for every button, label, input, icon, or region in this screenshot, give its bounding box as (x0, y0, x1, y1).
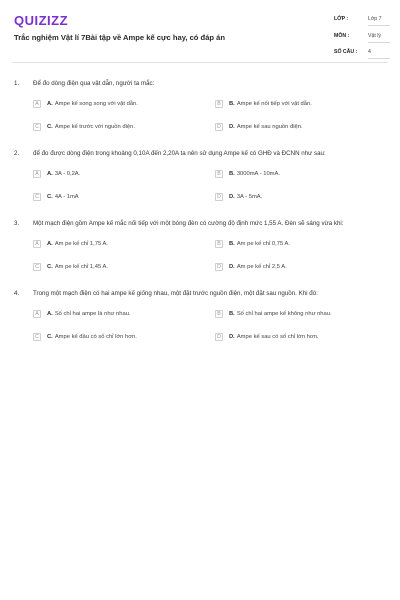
option-letter: D. (229, 194, 235, 200)
option-text: Ampe kế sau có số chỉ lớn hơn. (236, 334, 319, 340)
option-text: Am pe kế chỉ 1,75 A. (54, 241, 108, 247)
answer-option-b[interactable] (215, 239, 290, 249)
option-text: Ampe kế đầu có số chỉ lớn hơn. (54, 334, 137, 340)
option-box: B (215, 310, 223, 318)
worksheet-meta (334, 15, 390, 65)
meta-label: LỚP : (334, 16, 349, 22)
option-text: Ampe kế sau nguồn điện. (236, 124, 303, 130)
option-box: A (33, 240, 41, 248)
option-letter: C. (47, 264, 53, 270)
option-box: C (33, 263, 41, 271)
option-box: B (215, 100, 223, 108)
option-letter: A. (47, 101, 53, 107)
answer-option-d[interactable] (215, 122, 303, 132)
option-text: 3A - 0,2A. (54, 171, 81, 177)
question-text: để đo được dòng điện trong khoảng 0,10A đến 2,20A ta nên sử dụng Ampe kế có GHĐ và ĐCNN như sau: (33, 150, 326, 157)
answer-option-a[interactable] (33, 99, 138, 109)
answer-option-c[interactable] (33, 332, 137, 342)
meta-value: 4 (368, 48, 390, 59)
option-letter: A. (47, 171, 53, 177)
option-box: A (33, 100, 41, 108)
option-text: Ampe kế nối tiếp với vật dẫn. (236, 101, 312, 107)
answer-option-d[interactable] (215, 332, 319, 342)
answer-option-c[interactable] (33, 192, 79, 202)
option-letter: C. (47, 334, 53, 340)
option-text: 3A - 5mA. (236, 194, 263, 200)
question-number: 4. (14, 290, 20, 297)
meta-row-subject (334, 32, 390, 49)
option-box: D (215, 333, 223, 341)
option-letter: B. (229, 101, 235, 107)
option-box: D (215, 123, 223, 131)
answer-option-b[interactable] (215, 309, 332, 319)
option-text: Am pe kế chỉ 0,75 A. (236, 241, 290, 247)
question-number: 1. (14, 80, 20, 87)
option-box: D (215, 193, 223, 201)
answer-option-b[interactable] (215, 169, 280, 179)
option-box: A (33, 170, 41, 178)
option-letter: D. (229, 264, 235, 270)
answer-option-b[interactable] (215, 99, 312, 109)
option-text: Ampe kế trước với nguồn điện. (54, 124, 135, 130)
question-text: Trong một mạch điện có hai ampe kế giống nhau, một đặt trước nguồn điện, một đặt sau nguồn. Khi đó: (33, 290, 318, 297)
answer-option-d[interactable] (215, 192, 262, 202)
option-text: Am pe kế chỉ 2,5 A. (236, 264, 287, 270)
option-letter: B. (229, 241, 235, 247)
option-text: Số chỉ hai ampe kế không như nhau. (236, 311, 332, 317)
meta-row-class (334, 15, 390, 32)
option-box: A (33, 310, 41, 318)
meta-value: Lớp 7 (368, 15, 390, 26)
answer-option-d[interactable] (215, 262, 287, 272)
option-box: B (215, 240, 223, 248)
answer-option-a[interactable] (33, 169, 80, 179)
option-letter: D. (229, 124, 235, 130)
option-letter: C. (47, 124, 53, 130)
option-letter: B. (229, 171, 235, 177)
option-text: Ampe kế song song với vật dẫn. (54, 101, 138, 107)
meta-label: SỐ CÂU : (334, 49, 358, 55)
quizizz-logo: QUIZIZZ (14, 13, 69, 28)
option-box: C (33, 193, 41, 201)
meta-label: MÔN : (334, 32, 350, 39)
option-letter: D. (229, 334, 235, 340)
option-text: 4A - 1mA (54, 194, 79, 200)
worksheet-title: Trắc nghiệm Vật lí 7Bài tập về Ampe kế cực hay, có đáp án (14, 33, 226, 42)
question-text: Một mạch điện gồm Ampe kế mắc nối tiếp với một bóng đèn có cường độ định mức 1,55 A. Đèn sẽ sáng vừa khi: (33, 220, 344, 227)
answer-option-c[interactable] (33, 262, 108, 272)
option-text: Am pe kế chỉ 1,45 A. (54, 264, 108, 270)
header-divider (12, 62, 388, 63)
option-box: C (33, 333, 41, 341)
question-number: 2. (14, 150, 20, 157)
question-number: 3. (14, 220, 20, 227)
answer-option-c[interactable] (33, 122, 135, 132)
answer-option-a[interactable] (33, 239, 108, 249)
meta-value: Vật lý (368, 32, 390, 43)
option-letter: A. (47, 241, 53, 247)
option-letter: A. (47, 311, 53, 317)
option-box: D (215, 263, 223, 271)
option-box: B (215, 170, 223, 178)
question-text: Để đo dòng điện qua vật dẫn, người ta mắc: (33, 80, 155, 87)
answer-option-a[interactable] (33, 309, 131, 319)
option-text: Số chỉ hai ampe là như nhau. (54, 311, 131, 317)
option-letter: B. (229, 311, 235, 317)
option-letter: C. (47, 194, 53, 200)
option-box: C (33, 123, 41, 131)
option-text: 3000mA - 10mA. (236, 171, 280, 177)
